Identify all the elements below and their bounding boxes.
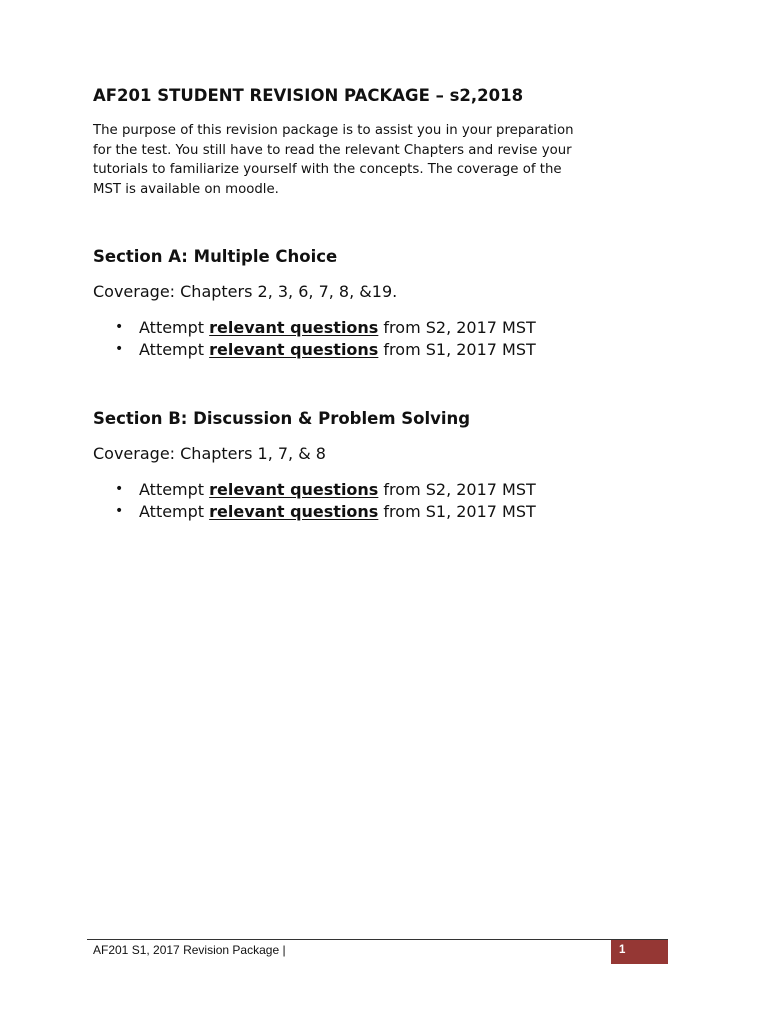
list-item [93, 339, 536, 361]
list-item [93, 317, 536, 339]
page-number: 1 [619, 944, 626, 956]
list-item [93, 479, 536, 501]
list-item [93, 501, 536, 523]
intro-line: tutorials to familiarize yourself with the concepts. The coverage of the [93, 162, 562, 178]
section-a-coverage: Coverage: Chapters 2, 3, 6, 7, 8, &19. [93, 282, 398, 301]
bullet-icon: • [115, 340, 124, 357]
bullet-emphasis: relevant questions [209, 480, 379, 499]
bullet-icon: • [115, 502, 124, 519]
bullet-suffix: from S2, 2017 MST [378, 318, 536, 337]
page-number-badge [611, 940, 668, 964]
bullet-icon: • [115, 319, 124, 335]
bullet-suffix: from S1, 2017 MST [378, 339, 536, 359]
page-footer [87, 939, 668, 964]
section-b-coverage: Coverage: Chapters 1, 7, & 8 [93, 444, 326, 463]
section-b-bullet-list [93, 479, 536, 522]
section-a-heading: Section A: Multiple Choice [93, 247, 338, 266]
intro-line: The purpose of this revision package is to assist you in your preparation [93, 123, 574, 138]
bullet-prefix: Attempt [139, 501, 210, 521]
footer-text: AF201 S1, 2017 Revision Package | [93, 943, 286, 957]
bullet-emphasis: relevant questions [209, 501, 379, 521]
intro-paragraph [93, 121, 673, 200]
intro-line: MST is available on moodle. [93, 182, 279, 198]
bullet-prefix: Attempt [139, 480, 210, 499]
section-a-bullet-list [93, 317, 536, 360]
section-b-heading: Section B: Discussion & Problem Solving [93, 409, 471, 428]
bullet-suffix: from S1, 2017 MST [378, 501, 536, 521]
bullet-emphasis: relevant questions [209, 339, 379, 359]
bullet-suffix: from S2, 2017 MST [378, 480, 536, 499]
bullet-prefix: Attempt [139, 318, 210, 337]
bullet-prefix: Attempt [139, 339, 210, 359]
bullet-emphasis: relevant questions [209, 318, 379, 337]
page-title: AF201 STUDENT REVISION PACKAGE – s2,2018 [93, 86, 524, 105]
intro-line: for the test. You still have to read the relevant Chapters and revise your [93, 142, 572, 158]
bullet-icon: • [115, 481, 124, 497]
